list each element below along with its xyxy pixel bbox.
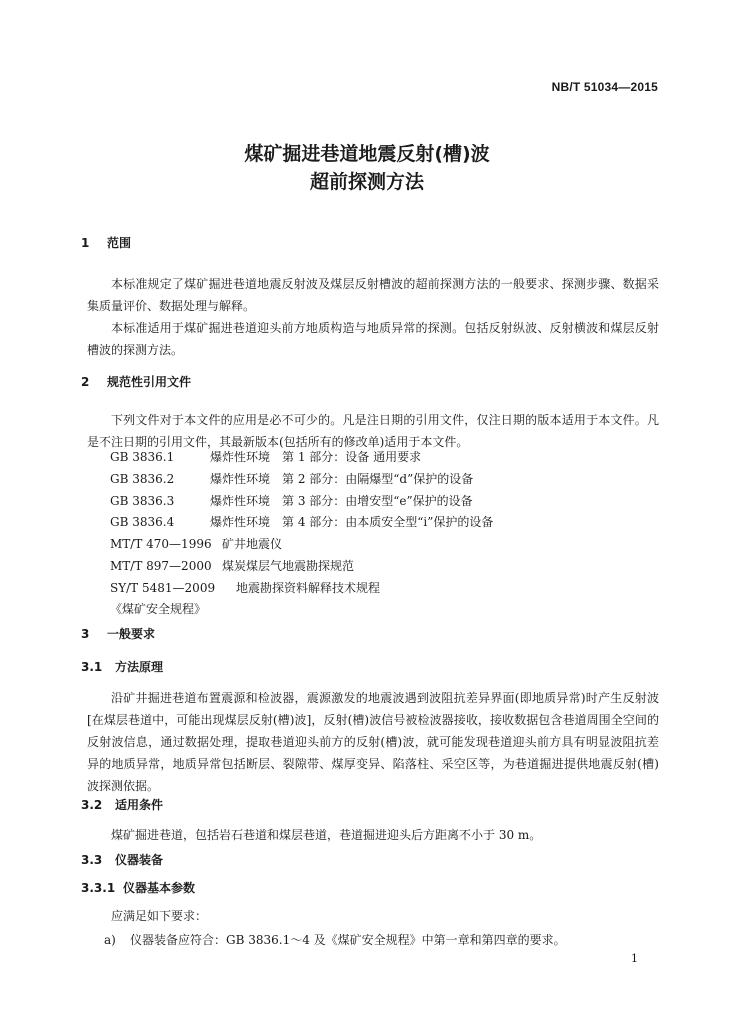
- document-title-line1: 煤矿掘进巷道地震反射(槽)波: [244, 143, 490, 165]
- section-2-title: 规范性引用文件: [107, 375, 192, 389]
- section-3-3-heading: [81, 852, 163, 868]
- section-3-3-1-heading: [81, 880, 195, 896]
- section-3-3-1-number: 3.3.1: [81, 881, 116, 895]
- page-number: 1: [631, 952, 638, 965]
- reference-item: SY/T 5481—2009 地震勘探资料解释技术规程: [110, 581, 381, 595]
- reference-item: 《煤矿安全规程》: [110, 602, 207, 616]
- reference-item: GB 3836.2 爆炸性环境 第 2 部分：由隔爆型“d”保护的设备: [110, 472, 474, 486]
- section-3-heading: [81, 626, 155, 642]
- list-item-a-text: 仪器装备应符合：GB 3836.1～4 及《煤矿安全规程》中第一章和第四章的要求。: [130, 933, 566, 947]
- list-item-a-label: a): [104, 933, 116, 947]
- section-2-heading: [81, 374, 191, 390]
- reference-item: MT/T 470—1996 矿井地震仪: [110, 537, 283, 551]
- section-2-intro: 下列文件对于本文件的应用是必不可少的。凡是注日期的引用文件，仅注日期的版本适用于本文件。凡是不注日期的引用文件，其最新版本(包括所有的修改单)适用于本文件。: [87, 413, 659, 449]
- reference-item: GB 3836.1 爆炸性环境 第 1 部分：设备 通用要求: [110, 450, 422, 464]
- section-2-number: 2: [81, 375, 90, 389]
- reference-item: GB 3836.3 爆炸性环境 第 3 部分：由增安型“e”保护的设备: [110, 494, 473, 508]
- section-3-3-title: 仪器装备: [115, 853, 164, 867]
- section-1-number: 1: [81, 236, 90, 250]
- section-1-para1: 本标准规定了煤矿掘进巷道地震反射波及煤层反射槽波的超前探测方法的一般要求、探测步骤、数据采集质量评价、数据处理与解释。: [87, 277, 659, 313]
- section-1-para2: 本标准适用于煤矿掘进巷道迎头前方地质构造与地质异常的探测。包括反射纵波、反射横波和煤层反射槽波的探测方法。: [87, 321, 659, 357]
- reference-item: MT/T 897—2000 煤炭煤层气地震勘探规范: [110, 559, 355, 573]
- section-3-3-1-title: 仪器基本参数: [123, 881, 196, 895]
- section-3-1-number: 3.1: [81, 660, 103, 674]
- section-3-1-title: 方法原理: [115, 660, 164, 674]
- section-1-heading: [81, 235, 131, 251]
- section-3-3-number: 3.3: [81, 853, 103, 867]
- section-3-2-heading: [81, 797, 163, 813]
- section-3-1-heading: [81, 659, 163, 675]
- section-3-3-1-intro: 应满足如下要求：: [111, 909, 208, 923]
- section-3-1-para: 沿矿井掘进巷道布置震源和检波器，震源激发的地震波遇到波阻抗差异界面(即地质异常)时产生反射波[在煤层巷道中，可能出现煤层反射(槽)波]，反射(槽)波信号被检波器接收，接收数据包含巷道周围全空间的反射波信息，通过数据处理，提取巷道迎头前方的反射(槽)波，就可能发现巷道迎头前方具有明显波阻抗差异的地质异常，地质异常包括断层、裂隙带、煤厚变异、陷落柱、采空区等，为巷道掘进提供地震反射(槽)波探测依据。: [87, 691, 659, 793]
- list-item-a: [104, 932, 566, 948]
- section-3-2-number: 3.2: [81, 798, 103, 812]
- reference-item: GB 3836.4 爆炸性环境 第 4 部分：由本质安全型“i”保护的设备: [110, 515, 494, 529]
- section-3-number: 3: [81, 627, 90, 641]
- section-3-2-para: 煤矿掘进巷道，包括岩石巷道和煤层巷道，巷道掘进迎头后方距离不小于 30 m。: [111, 828, 542, 842]
- document-title-line2: 超前探测方法: [309, 171, 424, 193]
- section-1-title: 范围: [107, 236, 132, 250]
- standard-number: NB/T 51034—2015: [551, 80, 658, 94]
- section-3-title: 一般要求: [107, 627, 156, 641]
- section-3-2-title: 适用条件: [115, 798, 164, 812]
